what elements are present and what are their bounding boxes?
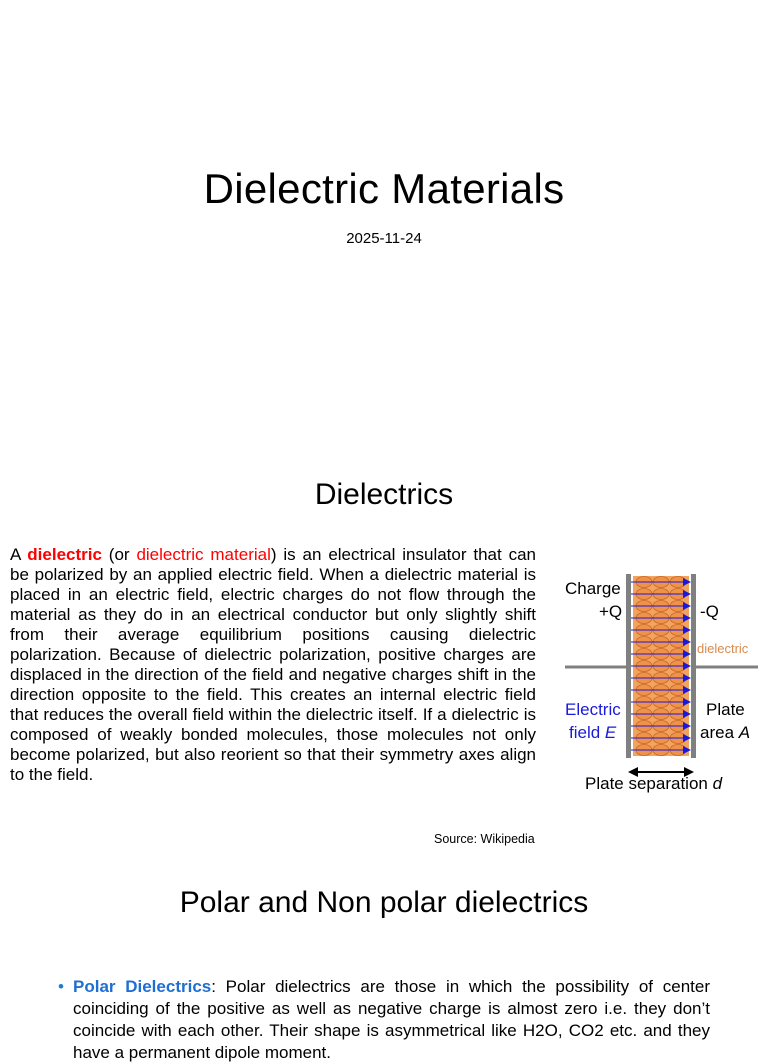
bullet-list [58,976,710,1064]
polar-nonpolar-slide [0,860,768,1062]
polar-dielectrics-term: Polar Dielectrics [73,977,212,996]
bullet-icon: • [58,977,64,996]
list-item [58,976,710,1064]
area-a-label [700,723,750,742]
dielectric-label: dielectric [697,641,749,656]
area-symbol: A [738,723,751,742]
charge-label: Charge [565,579,621,598]
plate-label: Plate [706,700,745,719]
positive-plate [626,574,631,758]
separation-word: Plate separation [585,774,713,793]
dielectric-material-term[interactable]: dielectric material [136,545,271,564]
field-symbol: E [604,723,617,742]
capacitor-diagram [560,570,760,800]
presentation-date: 2025-11-24 [346,230,422,247]
minus-q-label: -Q [700,602,719,621]
text-segment: (or [101,545,137,564]
dielectric-definition-paragraph [10,545,536,785]
electric-label: Electric [565,700,621,719]
text-segment: ) is an electrical insulator that can be polarized by an applied electric field. When a dielectric material is placed in an electric field, electric charges do not flow through the material as they do in an electrical conductor but only slightly shift from their average equilibrium positions causing dielectric polarization. Because of dielectric polarization, positive charges are displaced in the direction of the field and negative charges shift in the direction opposite to the field. This creates an internal electric field that reduces the overall field within the dielectric itself. If a dielectric is composed of weakly bonded molecules, those molecules not only become polarized, but also reorient so that their symmetry axes align to the field. [10,545,537,784]
slide-title: Dielectrics [314,478,454,511]
plus-q-label: +Q [599,602,623,621]
text-segment: A [10,545,28,564]
plate-separation-label [585,774,723,793]
slide-title: Polar and Non polar dielectrics [179,886,589,919]
field-word: field [569,723,605,742]
source-citation: Source: Wikipedia [434,832,535,846]
title-slide [0,0,768,450]
presentation-title: Dielectric Materials [203,165,565,212]
polar-dielectrics-text: : Polar dielectrics are those in which the possibility of center coinciding of the positive as well as negative charge is almost zero i.e. they don’t coincide with each other. Their shape is asymmetrical like H2O, CO2 etc. and they have a permanent dipole moment. [73,977,710,1062]
area-word: area [700,723,739,742]
dielectric-term[interactable]: dielectric [27,545,102,564]
negative-plate [691,574,696,758]
dielectrics-slide [0,450,768,860]
field-e-label [569,723,617,742]
separation-symbol: d [712,774,723,793]
